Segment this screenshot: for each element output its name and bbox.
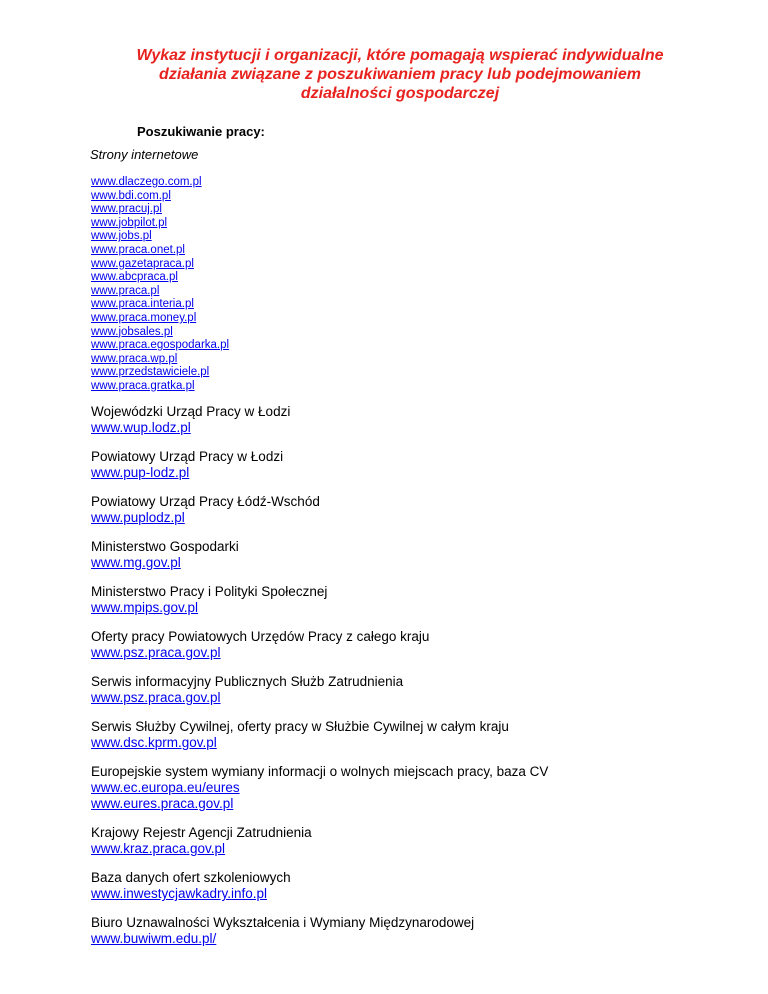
website-link[interactable]: www.praca.wp.pl bbox=[91, 352, 178, 365]
institution-name: Krajowy Rejestr Agencji Zatrudnienia bbox=[91, 825, 312, 840]
document-title: Wykaz instytucji i organizacji, które pomagają wspierać indywidualne działania związane z poszukiwaniem pracy lub podejmowaniem działalności gospodarczej bbox=[136, 47, 664, 102]
website-link[interactable]: www.praca.gratka.pl bbox=[91, 379, 195, 392]
institution-name: Powiatowy Urząd Pracy w Łodzi bbox=[91, 449, 284, 464]
institution-link[interactable]: www.psz.praca.gov.pl bbox=[91, 690, 221, 705]
website-link[interactable]: www.praca.interia.pl bbox=[91, 298, 194, 311]
website-link[interactable]: www.praca.pl bbox=[91, 284, 160, 297]
institution-entry bbox=[91, 449, 548, 481]
institution-entry bbox=[91, 870, 548, 902]
institution-name: Wojewódzki Urząd Pracy w Łodzi bbox=[91, 404, 291, 419]
institution-name: Ministerstwo Gospodarki bbox=[91, 539, 239, 554]
institution-entry bbox=[91, 629, 548, 661]
institution-entry bbox=[91, 915, 548, 947]
website-link[interactable]: www.praca.money.pl bbox=[91, 311, 197, 324]
institution-link[interactable]: www.kraz.praca.gov.pl bbox=[91, 841, 226, 856]
institution-entry bbox=[91, 584, 548, 616]
website-link[interactable]: www.gazetapraca.pl bbox=[91, 257, 194, 270]
website-link[interactable]: www.abcpraca.pl bbox=[91, 271, 178, 284]
institution-entry bbox=[91, 825, 548, 857]
website-link[interactable]: www.praca.onet.pl bbox=[91, 243, 185, 256]
website-link[interactable]: www.dlaczego.com.pl bbox=[91, 176, 202, 188]
institution-link[interactable]: www.mpips.gov.pl bbox=[91, 600, 199, 615]
institution-link[interactable]: www.inwestycjawkadry.info.pl bbox=[91, 886, 268, 901]
institution-name: Serwis informacyjny Publicznych Służb Zatrudnienia bbox=[91, 674, 404, 689]
institution-link[interactable]: www.psz.praca.gov.pl bbox=[91, 645, 221, 660]
website-link[interactable]: www.jobsales.pl bbox=[91, 325, 173, 338]
institution-name: Biuro Uznawalności Wykształcenia i Wymiany Międzynarodowej bbox=[91, 915, 475, 930]
institution-name: Oferty pracy Powiatowych Urzędów Pracy z całego kraju bbox=[91, 629, 430, 644]
institution-list bbox=[91, 404, 548, 960]
website-link[interactable]: www.praca.egospodarka.pl bbox=[91, 339, 230, 352]
institution-entry bbox=[91, 764, 548, 812]
subheading: Strony internetowe bbox=[90, 147, 199, 162]
website-links-list bbox=[91, 176, 229, 394]
institution-name: Baza danych ofert szkoleniowych bbox=[91, 870, 291, 885]
institution-link[interactable]: www.buwiwm.edu.pl/ bbox=[91, 931, 217, 946]
website-link[interactable]: www.przedstawiciele.pl bbox=[91, 366, 210, 379]
institution-entry bbox=[91, 539, 548, 571]
website-link[interactable]: www.jobs.pl bbox=[91, 230, 152, 243]
website-link[interactable]: www.bdi.com.pl bbox=[91, 189, 171, 202]
institution-entry bbox=[91, 494, 548, 526]
institution-link[interactable]: www.dsc.kprm.gov.pl bbox=[91, 735, 217, 750]
website-link[interactable]: www.jobpilot.pl bbox=[91, 216, 168, 229]
institution-entry bbox=[91, 404, 548, 436]
institution-link[interactable]: www.eures.praca.gov.pl bbox=[91, 796, 234, 811]
institution-name: Europejskie system wymiany informacji o wolnych miejscach pracy, baza CV bbox=[91, 764, 549, 779]
section-heading: Poszukiwanie pracy: bbox=[137, 124, 265, 139]
institution-link[interactable]: www.puplodz.pl bbox=[91, 510, 185, 525]
institution-link[interactable]: www.ec.europa.eu/eures bbox=[91, 780, 240, 795]
institution-name: Powiatowy Urząd Pracy Łódź-Wschód bbox=[91, 494, 320, 509]
website-link[interactable]: www.pracuj.pl bbox=[91, 203, 162, 216]
institution-link[interactable]: www.pup-lodz.pl bbox=[91, 465, 190, 480]
institution-name: Serwis Służby Cywilnej, oferty pracy w Służbie Cywilnej w całym kraju bbox=[91, 719, 509, 734]
institution-entry bbox=[91, 674, 548, 706]
institution-link[interactable]: www.mg.gov.pl bbox=[91, 555, 181, 570]
institution-entry bbox=[91, 719, 548, 751]
institution-link[interactable]: www.wup.lodz.pl bbox=[91, 420, 191, 435]
institution-name: Ministerstwo Pracy i Polityki Społecznej bbox=[91, 584, 328, 599]
